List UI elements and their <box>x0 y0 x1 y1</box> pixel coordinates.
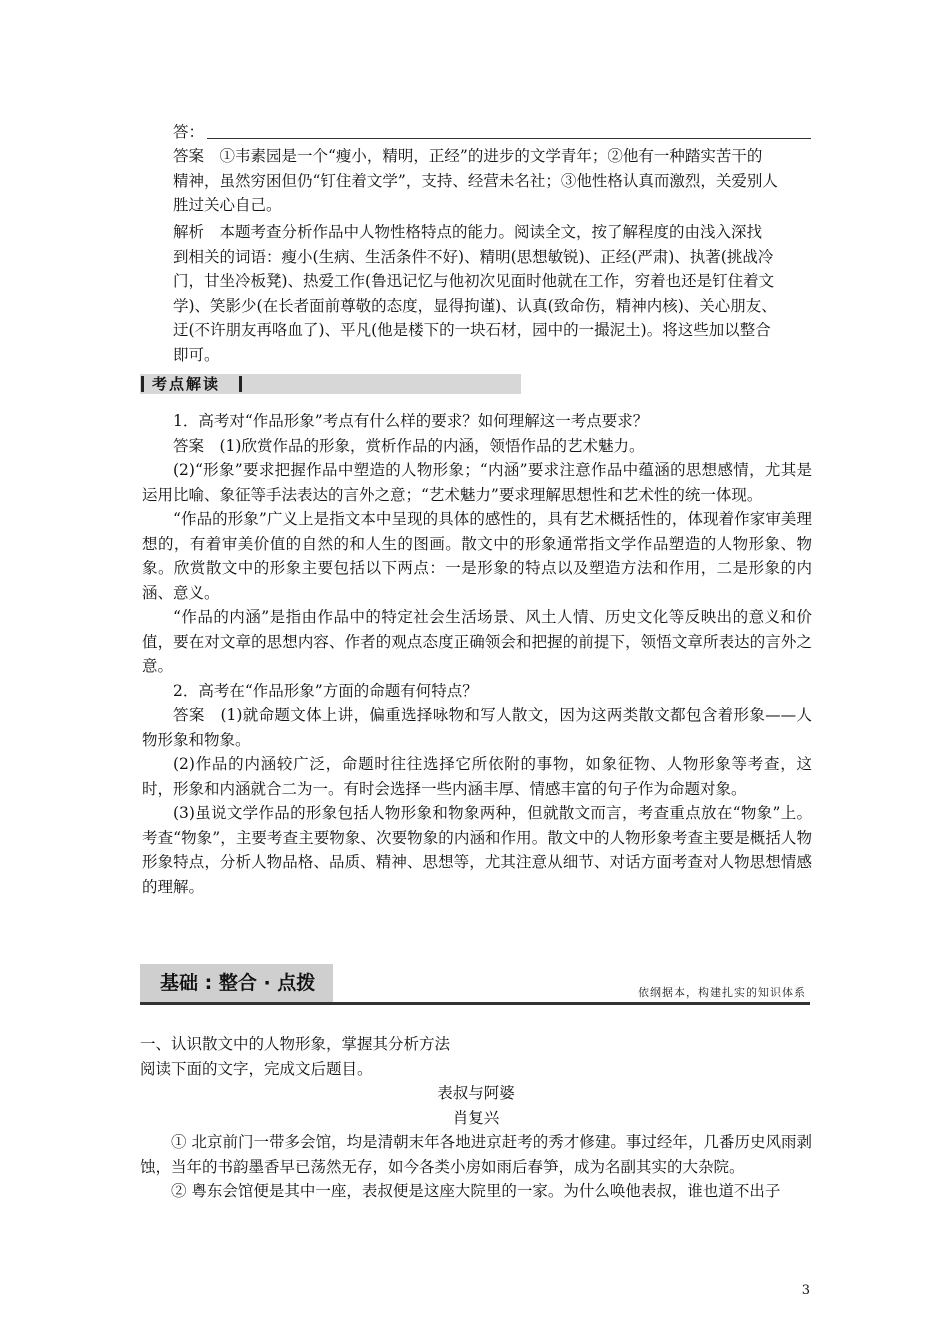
answer-underline <box>207 138 811 139</box>
question-analysis-block <box>173 220 813 367</box>
kaodian-paragraph: (2)作品的内涵较广泛，命题时往往选择它所依附的事物，如象征物、人物形象等考查，这时，形象和内涵就合二为一。有时会选择一些内涵丰厚、情感丰富的句子作为命题对象。 <box>142 755 812 798</box>
kaodian-paragraph: 1．高考对“作品形象”考点有什么样的要求？如何理解这一考点要求？ <box>173 412 649 430</box>
section-one-instruction: 阅读下面的文字，完成文后题目。 <box>140 1059 373 1078</box>
kaodian-paragraph: (2)“形象”要求把握作品中塑造的人物形象；“内涵”要求注意作品中蕴涵的思想感情，尤其是运用比喻、象征等手法表达的言外之意；“艺术魅力”要求理解思想性和艺术性的统一体现。 <box>142 461 812 504</box>
question-answer-block <box>173 144 813 218</box>
analysis-line-5: 迂(不许朋友再咯血了)、平凡(他是楼下的一块石材，园中的一撮泥土)。将这些加以整合 <box>173 321 771 339</box>
answer-input-line <box>173 120 811 144</box>
section-one <box>140 1032 812 1204</box>
analysis-line-3: 门，甘坐冷板凳)、热爱工作(鲁迅记忆与他初次见面时他就在工作，穷着也还是钉住着文 <box>173 272 775 290</box>
kaodian-section-bar <box>140 374 521 394</box>
analysis-line-4: 学)、笑影少(在长者面前尊敬的态度，显得拘谨)、认真(致命伤，精神内核)、关心朋友、 <box>173 296 777 315</box>
jichu-header-rule <box>140 1002 810 1005</box>
kaodian-paragraph: 答案 (1)就命题文体上讲，偏重选择咏物和写人散文，因为这两类散文都包含着形象——人物形象和物象。 <box>142 706 812 749</box>
jichu-title: 基础 : 整合 · 点拨 <box>160 972 316 994</box>
kaodian-paragraph: “作品的内涵”是指由作品中的特定社会生活场景、风土人情、历史文化等反映出的意义和价值，要在对文章的思想内容、作者的观点态度正确领会和把握的前提下，领悟文章所表达的言外之意。 <box>142 608 812 675</box>
kaodian-content <box>142 409 812 899</box>
kaodian-paragraph: 答案 (1)欣赏作品的形象，赏析作品的内涵，领悟作品的艺术魅力。 <box>173 436 645 455</box>
article-author: 肖复兴 <box>452 1108 500 1127</box>
jichu-section-header <box>140 964 810 1010</box>
answer-line-3: 胜过关心自己。 <box>173 196 282 214</box>
bar-mark-left <box>141 376 144 392</box>
section-one-heading: 一、认识散文中的人物形象，掌握其分析方法 <box>140 1035 451 1053</box>
article-title: 表叔与阿婆 <box>437 1084 515 1102</box>
jichu-tagline: 依纲据本，构建扎实的知识体系 <box>638 986 806 999</box>
kaodian-title: 考点解读 <box>152 375 221 393</box>
kaodian-paragraph: “作品的形象”广义上是指文本中呈现的具体的感性的，具有艺术概括性的，体现着作家审美理想的，有着审美价值的自然的和人生的图画。散文中的形象通常指文学作品塑造的人物形象、物象。欣赏散文中的形象主要包括以下两点：一是形象的特点以及塑造方法和作用，二是形象的内涵、意义。 <box>142 510 812 602</box>
article-paragraph: ② 粤东会馆便是其中一座，表叔便是这座大院里的一家。为什么唤他表叔，谁也道不出子 <box>171 1182 781 1200</box>
article-paragraph: ① 北京前门一带多会馆，均是清朝末年各地进京赶考的秀才修建。事过经年，几番历史风雨剥蚀，当年的书韵墨香早已荡然无存，如今各类小房如雨后春笋，成为名副其实的大杂院。 <box>140 1133 812 1176</box>
bar-mark-right <box>239 376 242 392</box>
kaodian-paragraph: (3)虽说文学作品的形象包括人物形象和物象两种，但就散文而言，考查重点放在“物象”上。考查“物象”，主要考查主要物象、次要物象的内涵和作用。散文中的人物形象考查主要是概括人物形象特点，分析人物品格、品质、精神、思想等，尤其注意从细节、对话方面考查对人物思想情感的理解。 <box>142 804 812 896</box>
analysis-line-2: 到相关的词语：瘦小(生病、生活条件不好)、精明(思想敏锐)、正经(严肃)、执著(挑战冷 <box>173 247 774 266</box>
page-number: 3 <box>801 1283 810 1298</box>
answer-line-1: 答案 ①韦素园是一个“瘦小，精明，正经”的进步的文学青年；②他有一种踏实苦干的 <box>173 147 763 165</box>
kaodian-paragraph: 2．高考在“作品形象”方面的命题有何特点？ <box>173 681 478 700</box>
analysis-line-1: 解析 本题考查分析作品中人物性格特点的能力。阅读全文，按了解程度的由浅入深找 <box>173 223 763 241</box>
answer-line-2: 精神，虽然穷困但仍“钉住着文学”，支持、经营未名社；③他性格认真而激烈，关爱别人 <box>173 171 778 190</box>
answer-prompt: 答： <box>173 123 205 141</box>
analysis-line-6: 即可。 <box>173 345 220 364</box>
